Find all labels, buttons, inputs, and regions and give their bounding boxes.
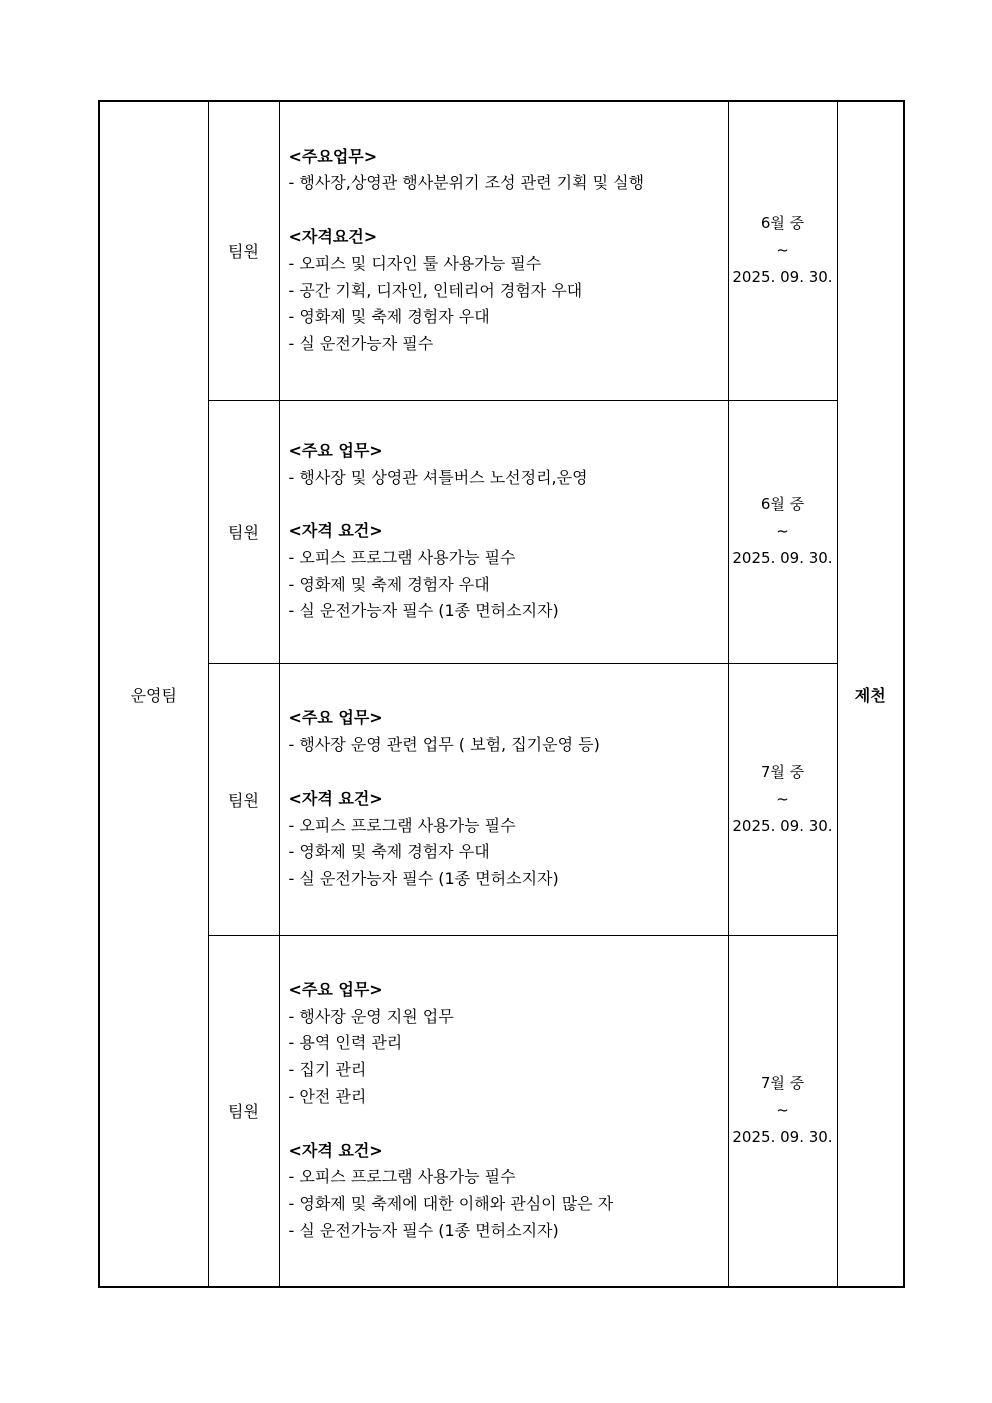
qualification-item: - 실 운전가능자 필수 (1종 면허소지자) <box>288 868 559 888</box>
period-start: 6월 중 <box>760 495 805 513</box>
duty-item: - 용역 인력 관리 <box>288 1033 403 1053</box>
table-row <box>99 935 904 1287</box>
role-label: 팀원 <box>228 790 259 810</box>
period-start: 7월 중 <box>760 1074 805 1093</box>
qualification-item: - 영화제 및 축제 경험자 우대 <box>288 574 490 594</box>
table-row <box>99 101 904 400</box>
duties-heading: <주요 업무> <box>288 980 383 1000</box>
qualification-item: - 실 운전가능자 필수 <box>288 334 434 353</box>
location-label: 제천 <box>854 685 886 705</box>
qualification-item: - 실 운전가능자 필수 (1종 면허소지자) <box>288 1220 559 1240</box>
duty-item: - 행사장 운영 지원 업무 <box>288 1006 454 1026</box>
qualifications-heading: <자격 요건> <box>288 1140 383 1160</box>
qualifications-heading: <자격요건> <box>288 227 378 247</box>
period-separator: ~ <box>776 789 789 808</box>
qualification-item: - 오피스 및 디자인 툴 사용가능 필수 <box>288 253 542 273</box>
team-name: 운영팀 <box>130 685 177 705</box>
period-separator: ~ <box>776 1101 789 1120</box>
period-cell <box>728 101 837 400</box>
role-label: 팀원 <box>228 242 259 262</box>
period-end: 2025. 09. 30. <box>732 816 833 835</box>
qualification-item: - 공간 기획, 디자인, 인테리어 경험자 우대 <box>288 280 583 300</box>
qualifications-heading: <자격 요건> <box>288 788 383 808</box>
duties-heading: <주요 업무> <box>288 708 383 728</box>
table-row <box>99 663 904 935</box>
role-cell <box>208 400 279 663</box>
duties-cell <box>279 400 728 663</box>
duties-cell <box>279 663 728 935</box>
duties-heading: <주요업무> <box>288 146 378 166</box>
duties-heading: <주요 업무> <box>288 440 383 460</box>
qualification-item: - 영화제 및 축제 경험자 우대 <box>288 842 490 862</box>
qualifications-heading: <자격 요건> <box>288 521 383 541</box>
duty-item: - 행사장,상영관 행사분위기 조성 관련 기획 및 실행 <box>288 173 645 193</box>
duty-item: - 행사장 운영 관련 업무 ( 보험, 집기운영 등) <box>288 735 600 755</box>
role-cell <box>208 935 279 1287</box>
period-end: 2025. 09. 30. <box>732 268 833 287</box>
duty-item: - 안전 관리 <box>288 1086 367 1106</box>
table-row <box>99 400 904 663</box>
period-separator: ~ <box>776 522 789 540</box>
period-cell <box>728 663 837 935</box>
qualification-item: - 영화제 및 축제에 대한 이해와 관심이 많은 자 <box>288 1194 614 1213</box>
period-end: 2025. 09. 30. <box>732 549 833 567</box>
qualification-item: - 오피스 프로그램 사용가능 필수 <box>288 1167 516 1187</box>
qualification-item: - 오피스 프로그램 사용가능 필수 <box>288 548 516 567</box>
duties-cell <box>279 101 728 400</box>
duty-item: - 행사장 및 상영관 셔틀버스 노선정리,운영 <box>288 467 588 487</box>
duties-cell <box>279 935 728 1287</box>
period-cell <box>728 935 837 1287</box>
location-cell <box>837 101 904 1287</box>
qualification-item: - 영화제 및 축제 경험자 우대 <box>288 307 490 327</box>
qualification-item: - 실 운전가능자 필수 (1종 면허소지자) <box>288 601 559 621</box>
role-cell <box>208 101 279 400</box>
role-cell <box>208 663 279 935</box>
duty-item: - 집기 관리 <box>288 1060 367 1080</box>
period-separator: ~ <box>776 241 789 260</box>
period-start: 6월 중 <box>760 214 805 233</box>
role-label: 팀원 <box>228 1102 259 1122</box>
period-cell <box>728 400 837 663</box>
period-end: 2025. 09. 30. <box>732 1128 833 1147</box>
qualification-item: - 오피스 프로그램 사용가능 필수 <box>288 815 516 835</box>
recruitment-table <box>98 100 905 1288</box>
role-label: 팀원 <box>228 523 259 542</box>
period-start: 7월 중 <box>760 762 805 781</box>
team-name-cell <box>99 101 208 1287</box>
